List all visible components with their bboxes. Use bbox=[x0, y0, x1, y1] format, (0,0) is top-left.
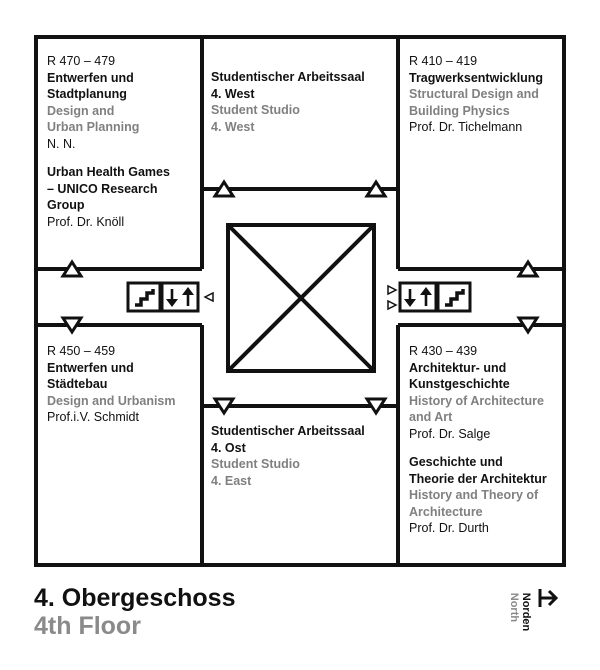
north-arrow-icon bbox=[508, 586, 558, 638]
group-name-de: Urban Health Games bbox=[47, 165, 170, 179]
room-name-de: Kunstgeschichte bbox=[409, 377, 510, 391]
group-name-en: Architecture bbox=[409, 504, 483, 519]
room-name-de: Stadtplanung bbox=[47, 87, 127, 101]
room-person: Prof. Dr. Tichelmann bbox=[409, 120, 523, 134]
room-name-en: Design and Urbanism bbox=[47, 393, 176, 408]
floor-title bbox=[34, 584, 235, 640]
room-name-de: Entwerfen und bbox=[47, 70, 134, 85]
elevator-icon bbox=[162, 283, 198, 311]
north-label-en: North bbox=[508, 592, 520, 623]
floor-title-de: 4. Obergeschoss bbox=[34, 584, 236, 612]
room-name-de: 4. Ost bbox=[211, 440, 246, 455]
group-name-de: Group bbox=[47, 198, 85, 212]
atrium-void-icon bbox=[228, 225, 374, 371]
group-person: Prof. Dr. Knöll bbox=[47, 214, 125, 229]
room-name-en: and Art bbox=[409, 410, 453, 424]
group-name-de: Theorie der Architektur bbox=[409, 471, 547, 486]
stairs-icon bbox=[128, 283, 160, 311]
room-number: R 470 – 479 bbox=[47, 54, 116, 68]
group-name-en: History and Theory of bbox=[409, 488, 539, 502]
room-se-label bbox=[409, 343, 547, 537]
room-name-de: Entwerfen und bbox=[47, 360, 134, 375]
north-label-de: Norden bbox=[520, 592, 532, 632]
room-name-de: Tragwerksentwicklung bbox=[409, 70, 544, 85]
room-name-en: Student Studio bbox=[211, 457, 300, 471]
room-name-en: Student Studio bbox=[211, 103, 300, 117]
room-name-de: 4. West bbox=[211, 86, 255, 101]
room-name-de: Architektur- und bbox=[409, 360, 507, 375]
room-name-de: Studentischer Arbeitssaal bbox=[211, 70, 365, 84]
floor-title-en: 4th Floor bbox=[34, 612, 141, 640]
room-name-en: Urban Planning bbox=[47, 120, 140, 134]
room-name-en: 4. West bbox=[211, 119, 255, 134]
room-number: R 430 – 439 bbox=[409, 344, 478, 358]
group-person: Prof. Dr. Durth bbox=[409, 521, 489, 535]
room-s-label bbox=[211, 423, 365, 489]
stairs-east-icon bbox=[438, 283, 470, 311]
room-name-en: Structural Design and bbox=[409, 87, 539, 101]
room-name-de: Studentischer Arbeitssaal bbox=[211, 424, 365, 438]
elevator-east-icon bbox=[400, 283, 436, 311]
room-number: R 410 – 419 bbox=[409, 54, 478, 68]
elevator-door-east-lower-icon bbox=[388, 301, 396, 309]
room-sw-label bbox=[47, 343, 176, 426]
room-name-en: Building Physics bbox=[409, 103, 510, 118]
room-name-en: 4. East bbox=[211, 473, 252, 488]
group-name-de: Geschichte und bbox=[409, 455, 503, 469]
room-ne-label bbox=[409, 53, 543, 136]
room-person: N. N. bbox=[47, 136, 76, 151]
room-nw-label bbox=[47, 53, 170, 230]
room-person: Prof.i.V. Schmidt bbox=[47, 410, 139, 424]
room-number: R 450 – 459 bbox=[47, 344, 116, 358]
elevator-door-west-icon bbox=[205, 293, 213, 301]
room-person: Prof. Dr. Salge bbox=[409, 426, 491, 441]
room-name-en: Design and bbox=[47, 103, 115, 118]
room-name-de: Städtebau bbox=[47, 377, 108, 391]
north-indicator bbox=[508, 586, 558, 638]
group-name-de: – UNICO Research bbox=[47, 181, 158, 196]
room-name-en: History of Architecture bbox=[409, 393, 544, 408]
room-n-label bbox=[211, 69, 365, 135]
elevator-door-east-upper-icon bbox=[388, 286, 396, 294]
